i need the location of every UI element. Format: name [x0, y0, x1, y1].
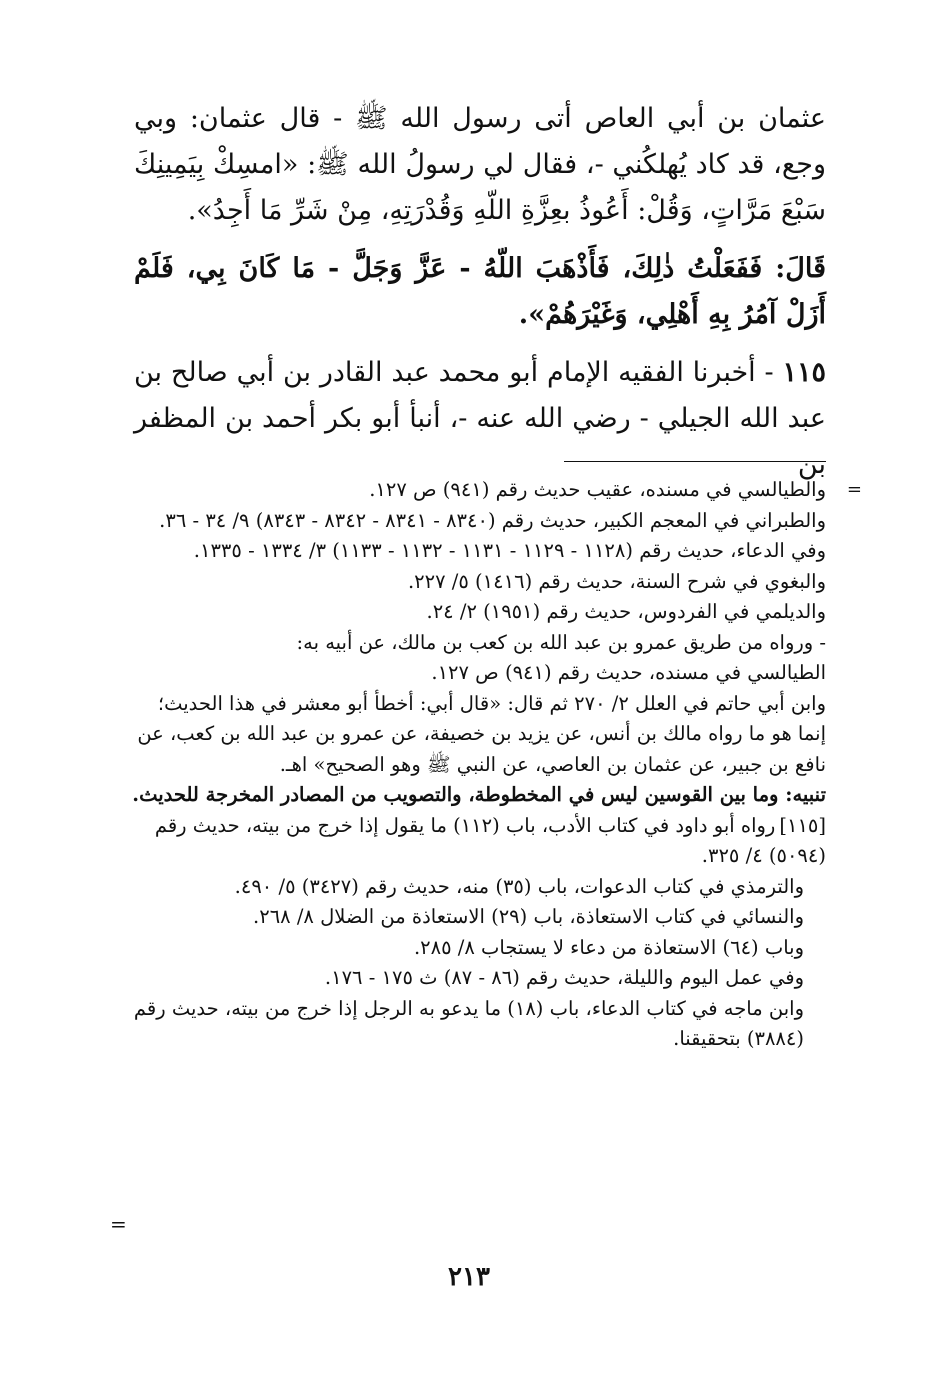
footnotes — [132, 475, 862, 1055]
paragraph-hadith-text: عثمان بن أبي العاص أتى رسول الله ﷺ - قال عثمان: وبي وجع، قد كاد يُهلكُني -، فقال لي رسولُ الله ﷺ: «امسِكْ بِيَمِينِكَ سَبْعَ مَرَّاتٍ، وَقُلْ: أَعُوذُ بعِزَّةِ اللّهِ وَقُدْرَتِهِ، مِنْ شَرِّ مَا أَجِدُ». — [134, 103, 826, 226]
footnote-line: والطبراني في المعجم الكبير، حديث رقم (٨٣٤٠ - ٨٣٤١ - ٨٣٤٢ - ٨٣٤٣) ٩/ ٣٤ - ٣٦. — [159, 508, 826, 532]
main-text — [134, 96, 826, 488]
hadith-number: ١١٥ — [782, 357, 826, 388]
footnote-line: - ورواه من طريق عمرو بن عبد الله بن كعب بن مالك، عن أبيه به: — [296, 630, 826, 654]
isnad-text: - أخبرنا الفقيه الإمام أبو محمد عبد القادر بن أبي صالح بن عبد الله الجيلي - رضي الله عنه -، أنبأ أبو بكر أحمد بن المظفر بن — [134, 357, 826, 480]
paragraph-isnad — [134, 350, 826, 488]
footnote-line: وباب (٦٤) الاستعاذة من دعاء لا يستجاب ٨/ ٢٨٥. — [413, 935, 804, 959]
footnote-line: والترمذي في كتاب الدعوات، باب (٣٥) منه، حديث رقم (٣٤٢٧) ٥/ ٤٩٠. — [234, 874, 804, 898]
footnote-line: الطيالسي في مسنده، حديث رقم (٩٤١) ص ١٢٧. — [431, 661, 826, 684]
footnote-line: وابن أبي حاتم في العلل ٢/ ٢٧٠ ثم قال: «قال أبي: أخطأ أبو معشر في هذا الحديث؛ إنما هو ما رواه مالك بن أنس، عن يزيد بن خصيفة، عن عمرو بن عبد الله بن كعب، عن نافع بن جبير، عن عثمان بن العاصي، عن النبي ﷺ وهو الصحيح» اهـ. — [137, 691, 826, 776]
footnote-line: والبغوي في شرح السنة، حديث رقم (١٤١٦) ٥/ ٢٢٧. — [407, 569, 826, 593]
footnote-line: والديلمي في الفردوس، حديث رقم (١٩٥١) ٢/ ٢٤. — [426, 600, 826, 623]
footnote-line: وفي الدعاء، حديث رقم (١١٢٨ - ١١٢٩ - ١١٣١ - ١١٣٢ - ١١٣٣) ٣/ ١٣٣٤ - ١٣٣٥. — [193, 539, 826, 562]
footnote-ref-text: رواه أبو داود في كتاب الأدب، باب (١١٢) ما يقول إذا خرج من بيته، حديث رقم (٥٠٩٤) ٤/ ٣٢٥. — [154, 813, 826, 867]
page-number: ٢١٣ — [448, 1262, 490, 1292]
footnote-line: والنسائي في كتاب الاستعاذة، باب (٢٩) الاستعاذة من الضلال ٨/ ٢٦٨. — [253, 905, 804, 928]
paragraph-hadith-continuation: قَالَ: فَفَعَلْتُ ذٰلِكَ، فَأَذْهَبَ اللّهُ - عَزَّ وَجَلَّ - مَا كَانَ بِي، فَلَمْ أَزَلْ آمُرُ بِهِ أَهْلِي، وَغَيْرَهُمْ». — [134, 253, 826, 330]
footnote-ref-tag: [١١٥] — [779, 813, 826, 837]
footnote-tanbih: تنبيه: وما بين القوسين ليس في المخطوطة، والتصويب من المصادر المخرجة للحديث. — [132, 783, 826, 806]
continuation-marker-end: = — [110, 1212, 127, 1236]
footnote-ref-115 — [132, 811, 826, 872]
footnote-line: وفي عمل اليوم والليلة، حديث رقم (٨٦ - ٨٧) ث ١٧٥ - ١٧٦. — [324, 966, 804, 989]
footnote-line: والطيالسي في مسنده، عقيب حديث رقم (٩٤١) ص ١٢٧. — [369, 478, 826, 501]
footnote-divider — [564, 461, 826, 462]
footnote-line: وابن ماجه في كتاب الدعاء، باب (١٨) ما يدعو به الرجل إذا خرج من بيته، حديث رقم (٣٨٨٤) بتحقيقنا. — [133, 996, 804, 1050]
continuation-marker: = — [846, 479, 862, 500]
